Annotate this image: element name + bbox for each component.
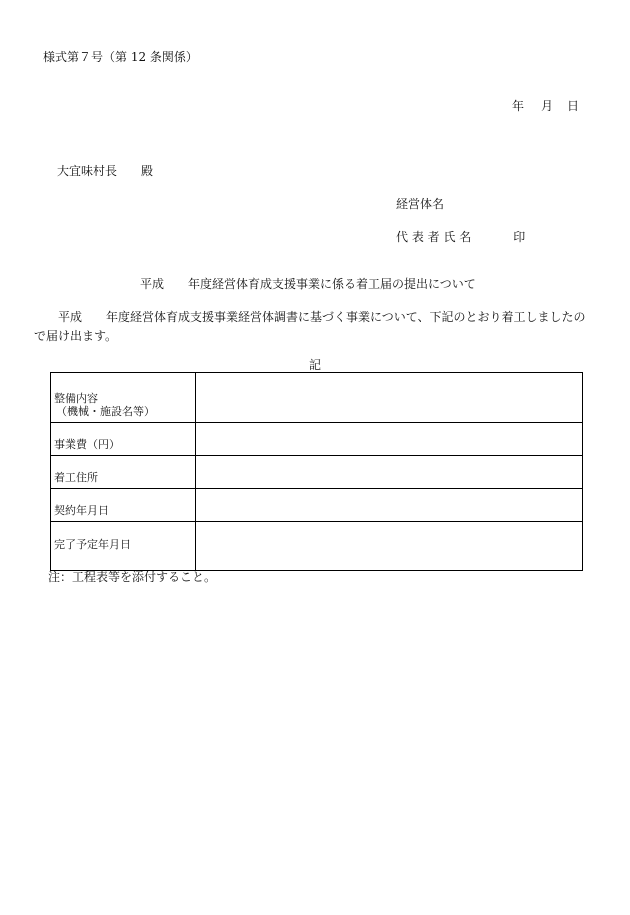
- representative-label: 代 表 者 氏 名: [396, 230, 472, 244]
- row-label: 事業費（円）: [54, 438, 120, 451]
- table-row: [51, 373, 583, 423]
- row-label: 契約年月日: [54, 504, 109, 517]
- body-paragraph: [34, 308, 590, 346]
- record-mark: 記: [309, 358, 322, 372]
- table-row: [51, 423, 583, 456]
- date-line: [512, 99, 579, 113]
- date-month-label: 月: [541, 99, 554, 113]
- row-value-cell[interactable]: [196, 423, 583, 456]
- table-row: [51, 456, 583, 489]
- table-row: [51, 522, 583, 571]
- row-label-cell: [51, 522, 196, 571]
- table-row: [51, 489, 583, 522]
- row-value-cell[interactable]: [196, 456, 583, 489]
- row-label-cell: [51, 423, 196, 456]
- entity-name-label: 経営体名: [396, 197, 445, 211]
- row-label: 着工住所: [54, 471, 98, 484]
- document-title: 平成 年度経営体育成支援事業に係る着工届の提出について: [140, 277, 476, 291]
- footnote: 注：工程表等を添付すること。: [48, 570, 217, 584]
- seal-label: 印: [513, 230, 526, 244]
- date-day-label: 日: [567, 99, 580, 113]
- row-value-cell[interactable]: [196, 373, 583, 423]
- form-number: 様式第７号（第 12 条関係）: [43, 50, 198, 64]
- row-sublabel: （機械・施設名等）: [56, 405, 155, 418]
- row-label-cell: [51, 373, 196, 423]
- construction-start-table: [50, 372, 583, 571]
- row-value-cell[interactable]: [196, 522, 583, 571]
- row-label: 整備内容: [54, 392, 98, 405]
- row-label-cell: [51, 489, 196, 522]
- row-label: 完了予定年月日: [54, 537, 131, 551]
- row-label-cell: [51, 456, 196, 489]
- addressee: 大宜味村長 殿: [57, 164, 154, 178]
- body-text: 平成 年度経営体育成支援事業経営体調書に基づく事業について、下記のとおり着工しましたので届け出ます。: [34, 310, 586, 343]
- representative-line: [396, 230, 525, 244]
- row-value-cell[interactable]: [196, 489, 583, 522]
- date-year-label: 年: [512, 99, 525, 113]
